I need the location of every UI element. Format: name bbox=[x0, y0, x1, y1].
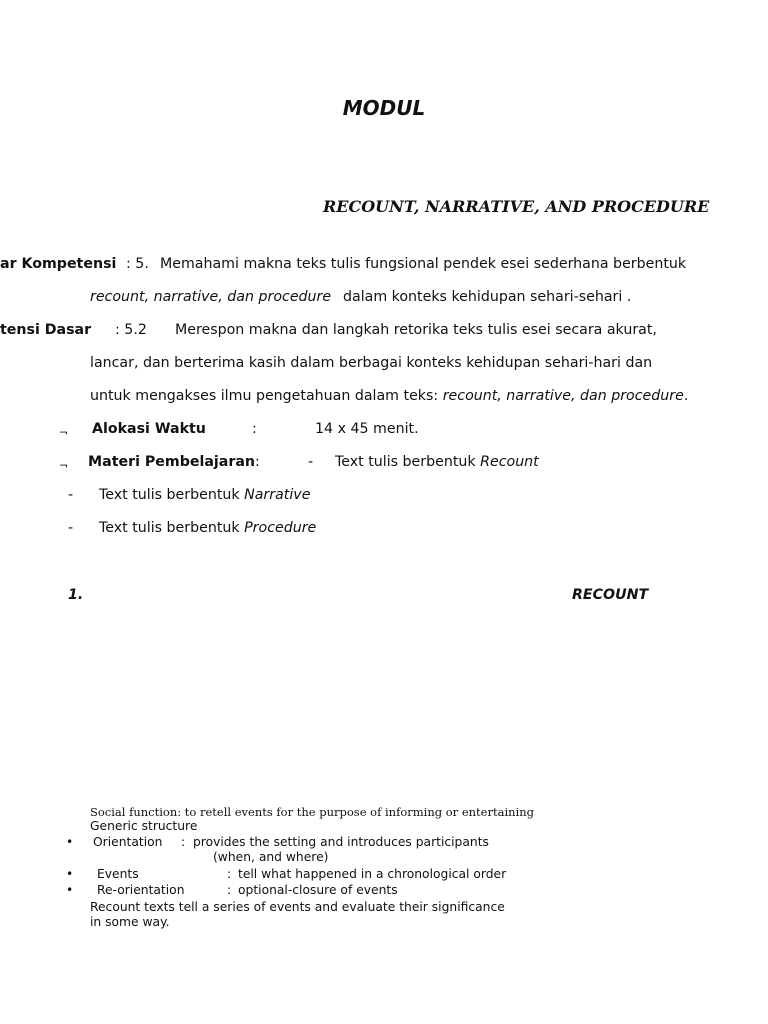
closing-line2: in some way. bbox=[90, 915, 170, 929]
materi-item-narrative bbox=[99, 487, 310, 503]
bullet-desc-reorientation: optional-closure of events bbox=[238, 883, 398, 897]
page-subtitle: RECOUNT, NARRATIVE, AND PROCEDURE bbox=[323, 197, 710, 216]
section-number: 1. bbox=[68, 587, 84, 603]
not-sign-icon: ¬ bbox=[59, 426, 69, 439]
kd-text-line1: Merespon makna dan langkah retorika teks tulis esei secara akurat, bbox=[175, 322, 657, 338]
materi-item-recount bbox=[335, 454, 539, 470]
materi-label-line bbox=[88, 454, 260, 470]
generic-structure: Generic structure bbox=[90, 819, 198, 833]
page-title: MODUL bbox=[342, 96, 426, 120]
bullet-separator: : bbox=[181, 835, 186, 849]
materi-item-italic: Recount bbox=[480, 454, 539, 470]
sk-text-line2-italic: recount, narrative, dan procedure bbox=[90, 289, 332, 305]
bullet-desc-events: tell what happened in a chronological order bbox=[238, 867, 507, 881]
materi-item-italic: Procedure bbox=[244, 520, 317, 536]
kd-label: tensi Dasar bbox=[0, 322, 92, 338]
alokasi-label: Alokasi Waktu bbox=[92, 421, 206, 437]
kd-text-line3-end: . bbox=[683, 388, 689, 404]
bullet-icon: • bbox=[66, 867, 74, 881]
bullet-separator: : bbox=[227, 883, 232, 897]
social-function: Social function: to retell events for the purpose of informing or entertaining bbox=[90, 805, 534, 819]
sk-separator: : 5. bbox=[126, 256, 149, 272]
materi-item-italic: Narrative bbox=[244, 487, 311, 503]
sk-text-line1: Memahami makna teks tulis fungsional pendek esei sederhana berbentuk bbox=[160, 256, 687, 272]
list-dash: - bbox=[68, 520, 74, 536]
kd-text-line3 bbox=[90, 388, 688, 404]
bullet-icon: • bbox=[66, 883, 74, 897]
bullet-icon: • bbox=[66, 835, 74, 849]
alokasi-value: 14 x 45 menit. bbox=[315, 421, 419, 437]
bullet-desc-orientation-2: (when, and where) bbox=[213, 850, 329, 864]
bullet-desc-orientation: provides the setting and introduces participants bbox=[193, 835, 489, 849]
kd-text-line2: lancar, dan berterima kasih dalam berbagai konteks kehidupan sehari-hari dan bbox=[90, 355, 653, 371]
materi-label: Materi Pembelajaran bbox=[88, 454, 256, 470]
alokasi-separator: : bbox=[252, 421, 257, 437]
materi-item-pre: Text tulis berbentuk bbox=[99, 487, 240, 503]
bullet-term-reorientation: Re-orientation bbox=[97, 883, 185, 897]
sk-label: ar Kompetensi bbox=[0, 256, 117, 272]
materi-item-pre: Text tulis berbentuk bbox=[99, 520, 240, 536]
kd-separator: : 5.2 bbox=[115, 322, 147, 338]
bullet-term-orientation: Orientation bbox=[93, 835, 163, 849]
list-dash: - bbox=[68, 487, 74, 503]
bullet-separator: : bbox=[227, 867, 232, 881]
sk-text-line2: dalam konteks kehidupan sehari-sehari . bbox=[343, 289, 632, 305]
materi-item-pre: Text tulis berbentuk bbox=[335, 454, 476, 470]
materi-item-procedure bbox=[99, 520, 316, 536]
kd-text-line3-pre: untuk mengakses ilmu pengetahuan dalam teks: bbox=[90, 388, 443, 404]
materi-dash: - bbox=[308, 454, 314, 470]
closing-line1: Recount texts tell a series of events and evaluate their significance bbox=[90, 900, 505, 914]
bullet-term-events: Events bbox=[97, 867, 139, 881]
kd-text-line3-italic: recount, narrative, dan procedure bbox=[442, 388, 684, 404]
materi-separator: : bbox=[255, 454, 260, 470]
not-sign-icon: ¬ bbox=[59, 459, 69, 472]
section-heading: RECOUNT bbox=[572, 587, 649, 603]
